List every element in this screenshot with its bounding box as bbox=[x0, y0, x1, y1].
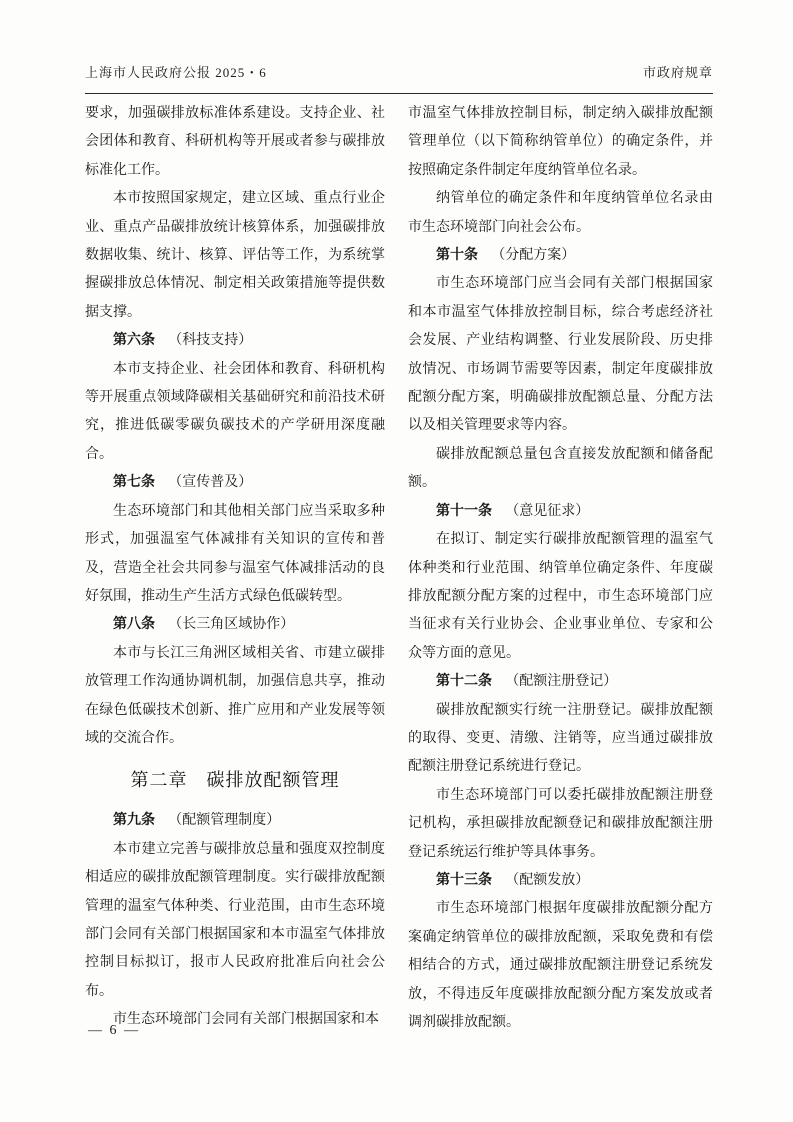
paragraph: 本市支持企业、社会团体和教育、科研机构等开展重点领域降碳相关基础研究和前沿技术研究，推进低碳零碳负碳技术的产学研用深度融合。 bbox=[85, 361, 385, 462]
chapter-heading: 第二章 碳排放配额管理 bbox=[130, 770, 340, 791]
header-left-title: 上海市人民政府公报 2025・6 bbox=[85, 65, 267, 80]
article-heading bbox=[408, 867, 713, 895]
article-number: 第十三条 bbox=[436, 872, 492, 888]
article-number: 第八条 bbox=[113, 617, 155, 633]
paragraph: 碳排放配额总量包含直接发放配额和储备配额。 bbox=[408, 446, 713, 491]
article-heading bbox=[85, 327, 385, 355]
paragraph: 市生态环境部门根据年度碳排放配额分配方案确定纳管单位的碳排放配额，采取免费和有偿相结合的方式，通过碳排放配额注册登记系统发放，不得违反年度碳排放配额分配方案发放或者调剂碳排放配额。 bbox=[408, 901, 713, 1030]
article-title: （宣传普及） bbox=[168, 475, 253, 491]
article-heading bbox=[85, 469, 385, 497]
paragraph-continuation: 要求，加强碳排放标准体系建设。支持企业、社会团体和教育、科研机构等开展或者参与碳排放标准化工作。 bbox=[85, 106, 385, 178]
article-heading bbox=[408, 668, 713, 696]
paragraph: 碳排放配额实行统一注册登记。碳排放配额的取得、变更、清缴、注销等，应当通过碳排放配额注册登记系统进行登记。 bbox=[408, 702, 713, 775]
article-title: （意见征求） bbox=[505, 503, 590, 519]
article-title: （长三角区域协作） bbox=[168, 617, 295, 633]
header-divider bbox=[85, 93, 713, 94]
footer-page-number: — 6 — bbox=[88, 1023, 140, 1038]
paragraph: 市生态环境部门可以委托碳排放配额注册登记机构，承担碳排放配额登记和碳排放配额注册登记系统运行维护等具体事务。 bbox=[408, 787, 713, 860]
article-heading bbox=[408, 498, 713, 526]
right-column bbox=[408, 100, 713, 1037]
document-body bbox=[85, 100, 713, 1037]
article-number: 第六条 bbox=[113, 333, 155, 349]
article-title: （分配方案） bbox=[491, 248, 576, 264]
article-title: （配额管理制度） bbox=[168, 813, 281, 829]
header-right-section: 市政府规章 bbox=[642, 65, 713, 80]
paragraph-continuation: 市温室气体排放控制目标，制定纳入碳排放配额管理单位（以下简称纳管单位）的确定条件，并按照确定条件制定年度纳管单位名录。 bbox=[408, 106, 713, 178]
paragraph: 在拟订、制定实行碳排放配额管理的温室气体种类和行业范围、纳管单位确定条件、年度碳排放配额分配方案的过程中，市生态环境部门应当征求有关行业协会、企业事业单位、专家和公众等方面的意见。 bbox=[408, 532, 713, 661]
article-number: 第十条 bbox=[436, 248, 478, 264]
article-title: （科技支持） bbox=[168, 333, 253, 349]
article-number: 第七条 bbox=[113, 475, 155, 491]
article-number: 第十二条 bbox=[436, 674, 492, 690]
paragraph: 本市与长江三角洲区域相关省、市建立碳排放管理工作沟通协调机制，加强信息共享，推动在绿色低碳技术创新、推广应用和产业发展等领域的交流合作。 bbox=[85, 645, 385, 746]
paragraph: 本市按照国家规定，建立区域、重点行业企业、重点产品碳排放统计核算体系，加强碳排放数据收集、统计、核算、评估等工作，为系统掌握碳排放总体情况、制定相关政策措施等提供数据支撑。 bbox=[85, 191, 385, 320]
article-title: （配额注册登记） bbox=[505, 674, 618, 690]
left-column bbox=[85, 100, 385, 1037]
article-title: （配额发放） bbox=[505, 872, 590, 888]
article-heading bbox=[85, 611, 385, 639]
paragraph-partial: 市生态环境部门会同有关部门根据国家和本 bbox=[113, 1012, 379, 1028]
paragraph: 本市建立完善与碳排放总量和强度双控制度相适应的碳排放配额管理制度。实行碳排放配额管理的温室气体种类、行业范围，由市生态环境部门会同有关部门根据国家和本市温室气体排放控制目标拟订，报市人民政府批准后向社会公布。 bbox=[85, 841, 385, 999]
paragraph: 市生态环境部门应当会同有关部门根据国家和本市温室气体排放控制目标，综合考虑经济社会发展、产业结构调整、行业发展阶段、历史排放情况、市场调节需要等因素，制定年度碳排放配额分配方案，明确碳排放配额总量、分配方法以及相关管理要求等内容。 bbox=[408, 276, 713, 434]
article-heading bbox=[408, 242, 713, 270]
article-number: 第九条 bbox=[113, 813, 155, 829]
paragraph: 生态环境部门和其他相关部门应当采取多种形式，加强温室气体减排有关知识的宣传和普及，营造全社会共同参与温室气体减排活动的良好氛围，推动生产生活方式绿色低碳转型。 bbox=[85, 503, 385, 604]
page-header bbox=[85, 62, 713, 81]
article-number: 第十一条 bbox=[436, 503, 492, 519]
paragraph: 纳管单位的确定条件和年度纳管单位名录由市生态环境部门向社会公布。 bbox=[408, 191, 713, 235]
article-heading bbox=[85, 807, 385, 835]
